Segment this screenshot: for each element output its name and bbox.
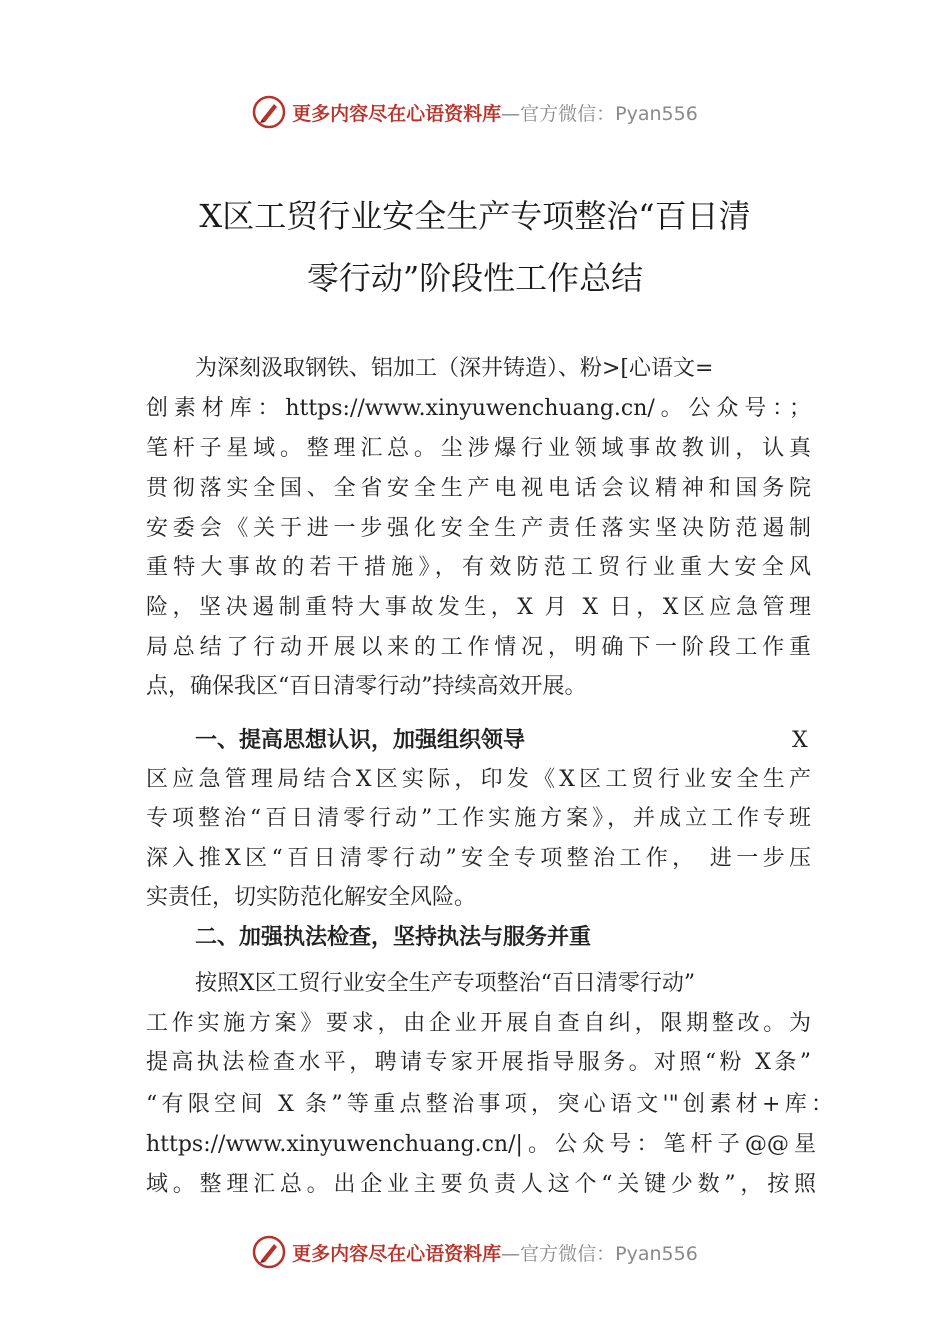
paragraph-1-line: 点，确保我区“百日清零行动”持续高效开展。 bbox=[146, 674, 587, 699]
paragraph-1-line: 局总结了行动开展以来的工作情况，明确下一阶段工作重 bbox=[146, 635, 811, 660]
section-1-heading: 一、提高思想认识，加强组织领导 bbox=[195, 728, 526, 753]
section-1-line: 深入推X区“百日清零行动”安全专项整治工作， 进一步压 bbox=[146, 846, 811, 871]
footer-watermark-banner bbox=[0, 1232, 950, 1272]
section-2-line: 工作实施方案》要求，由企业开展自查自纠，限期整改。为 bbox=[146, 1011, 811, 1036]
section-2-line: https://www.xinyuwenchuang.cn/|。公众号：笔杆子@@星 bbox=[146, 1132, 816, 1157]
paragraph-1-line: 为深刻汲取钢铁、铝加工（深井铸造）、粉>[心语文= bbox=[195, 356, 714, 381]
section-2-line: 按照X区工贸行业安全生产专项整治“百日清零行动” bbox=[195, 971, 696, 996]
section-2-heading: 二、加强执法检查，坚持执法与服务并重 bbox=[195, 925, 592, 950]
header-watermark-banner bbox=[0, 92, 950, 132]
paragraph-1-line: 险，坚决遏制重特大事故发生，X 月 X 日，X区应急管理 bbox=[146, 595, 811, 620]
paragraph-1-line: 贯彻落实全国、全省安全生产电视电话会议精神和国务院 bbox=[146, 476, 811, 501]
document-title-line-2: 零行动”阶段性工作总结 bbox=[306, 259, 644, 297]
banner-red-text: 更多内容尽在心语资料库 bbox=[292, 102, 502, 125]
document-title-line-1: X区工贸行业安全生产专项整治“百日清 bbox=[199, 197, 751, 235]
section-1-line: 区应急管理局结合X区实际，印发《X区工贸行业安全生产 bbox=[146, 767, 811, 792]
banner-gray-text: —官方微信：Pyan556 bbox=[501, 1242, 698, 1265]
paragraph-1-line: 安委会《关于进一步强化安全生产责任落实坚决防范遏制 bbox=[146, 516, 811, 541]
paragraph-1-line: 创素材库：https://www.xinyuwenchuang.cn/。公众号：； bbox=[146, 396, 811, 421]
paragraph-1-line: 重特大事故的若干措施》，有效防范工贸行业重大安全风 bbox=[146, 555, 811, 580]
banner-red-text: 更多内容尽在心语资料库 bbox=[292, 1242, 502, 1265]
section-2-line: 域。整理汇总。出企业主要负责人这个“关键少数”，按照 bbox=[146, 1172, 816, 1197]
banner-gray-text: —官方微信：Pyan556 bbox=[501, 102, 698, 125]
section-2-line: “有限空间 X 条”等重点整治事项，突心语文'"创素材+库： bbox=[146, 1092, 833, 1117]
section-1-line: 实责任，切实防范化解安全风险。 bbox=[146, 885, 477, 910]
pen-logo-icon bbox=[252, 1235, 286, 1269]
section-1-line: 专项整治“百日清零行动”工作实施方案》，并成立工作专班 bbox=[146, 806, 811, 831]
section-1-trailing-text: X bbox=[792, 728, 808, 753]
section-2-line: 提高执法检查水平，聘请专家开展指导服务。对照“粉 X条” bbox=[146, 1050, 811, 1075]
paragraph-1-line: 笔杆子星域。整理汇总。尘涉爆行业领域事故教训，认真 bbox=[146, 436, 811, 461]
pen-logo-icon bbox=[252, 95, 286, 129]
